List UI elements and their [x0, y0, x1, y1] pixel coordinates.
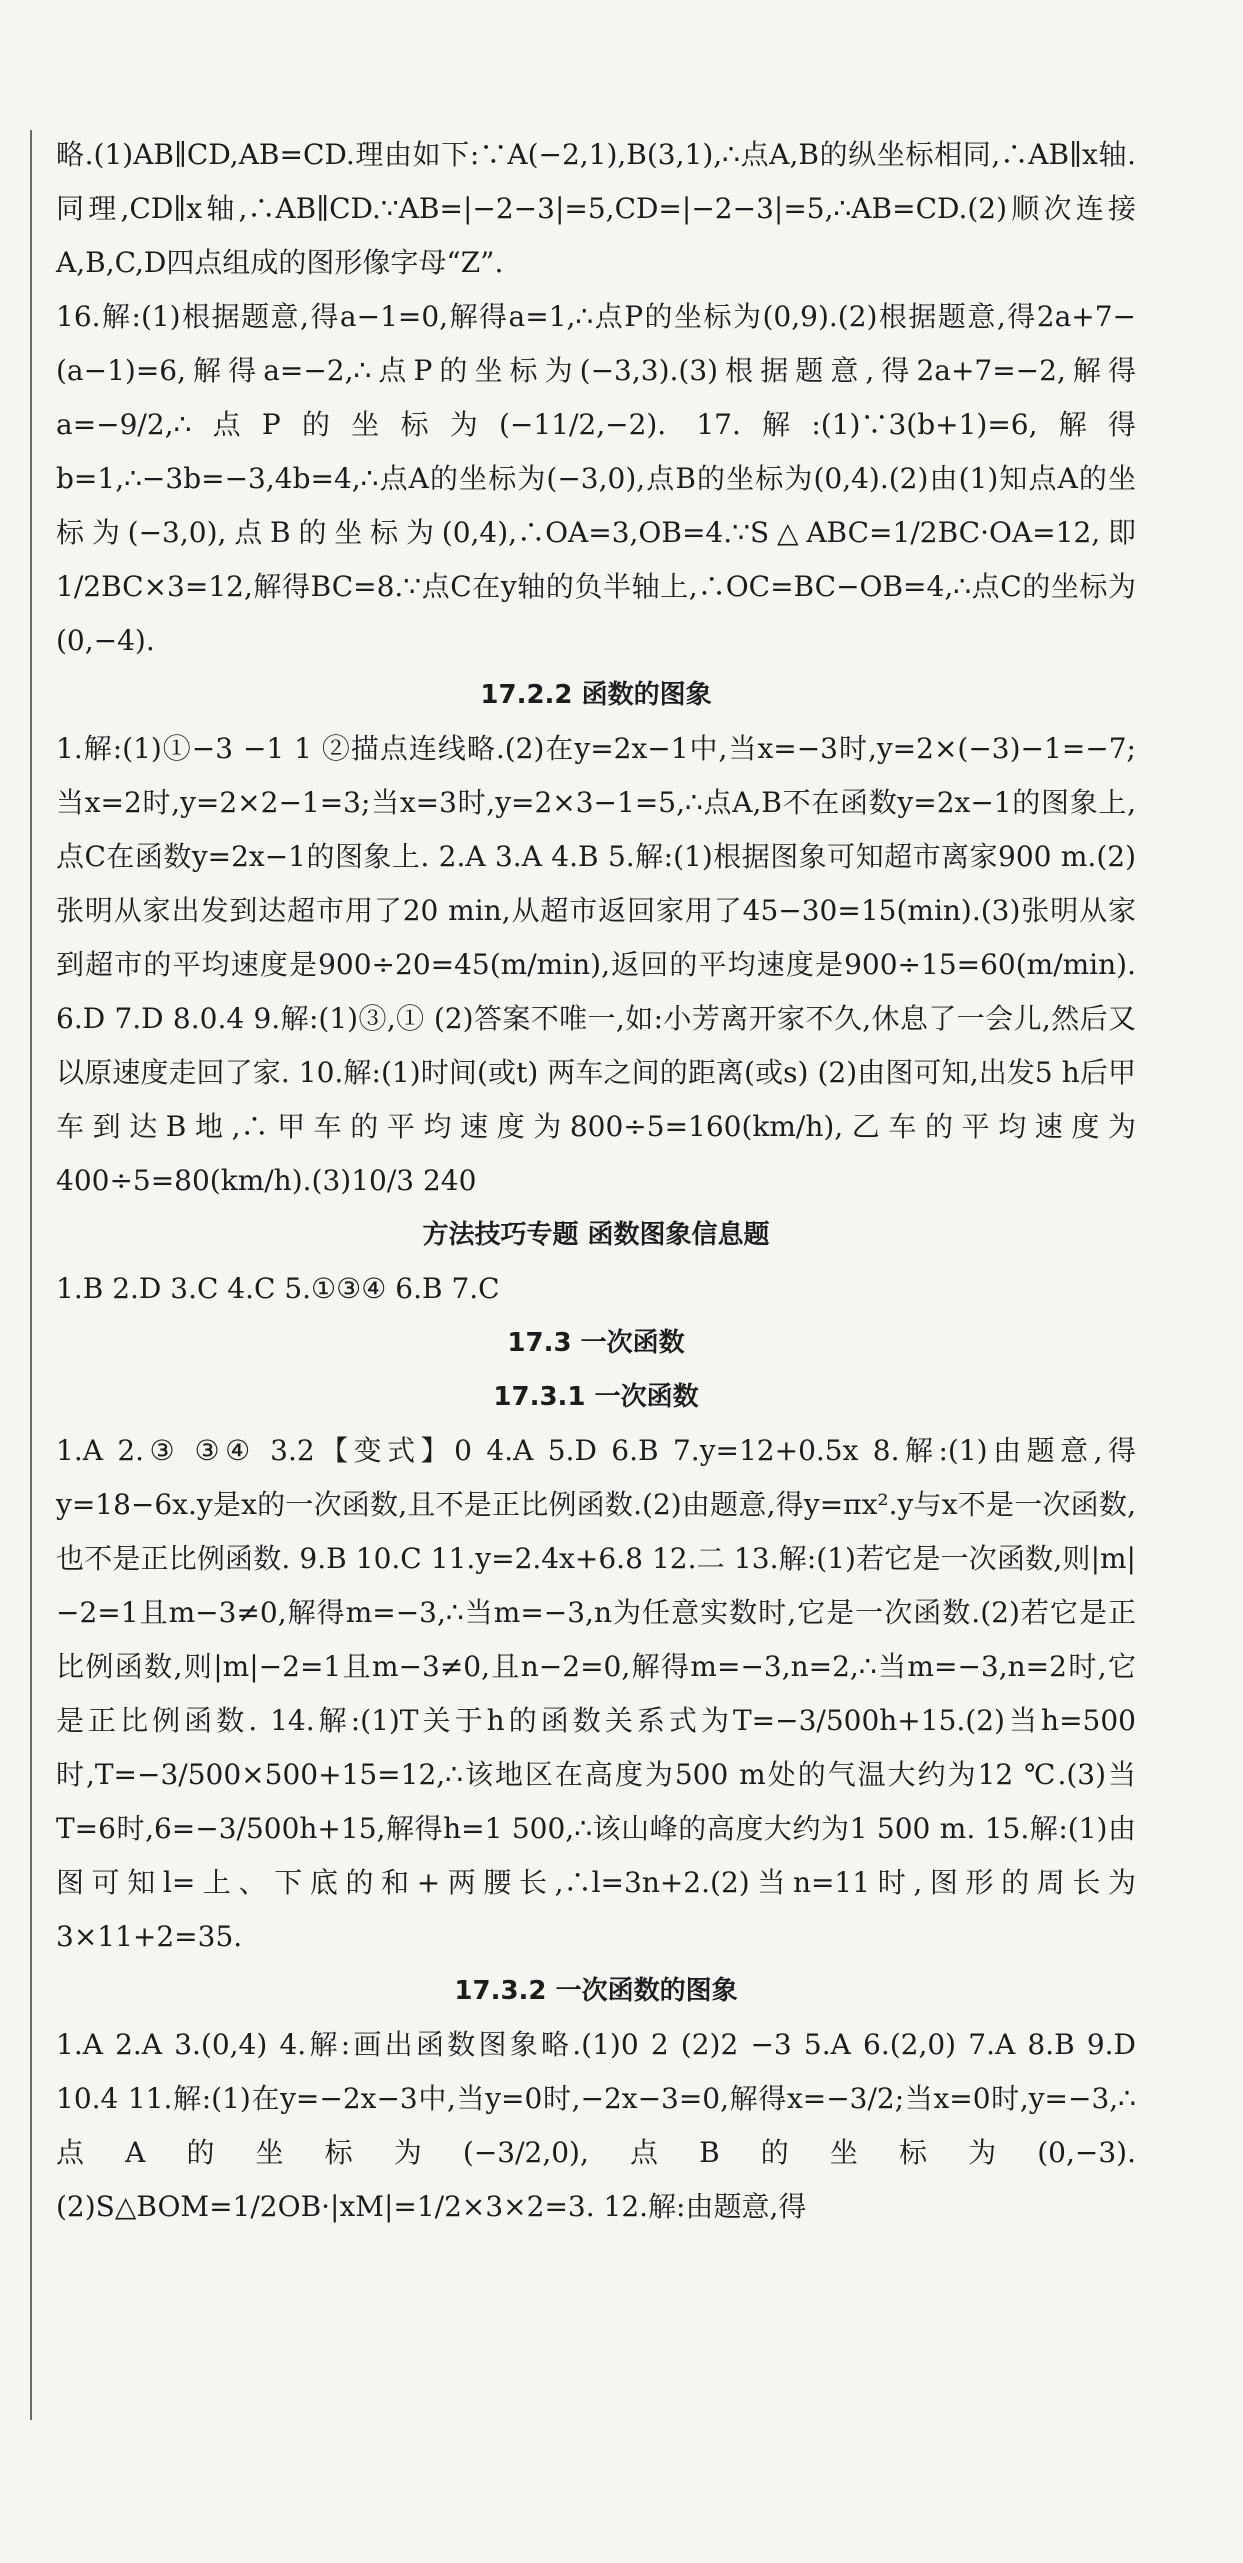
- section-heading: 17.2.2 函数的图象: [480, 680, 712, 710]
- answer-paragraph: 1.B 2.D 3.C 4.C 5.①③④ 6.B 7.C: [56, 1272, 500, 1305]
- section-heading: 17.3.2 一次函数的图象: [454, 1976, 738, 2006]
- margin-rule: [30, 130, 32, 2420]
- answer-paragraph: 1.A 2.A 3.(0,4) 4.解:画出函数图象略.(1)0 2 (2)2 −3 5.A 6.(2,0) 7.A 8.B 9.D 10.4 11.解:(1)在y=−2x−3中,当y=0时,−2x−3=0,解得x=−3/2;当x=0时,y=−3,∴点A的坐标为(−3/2,0),点B的坐标为(0,−3).(2)S△BOM=1/2OB·|xM|=1/2×3×2=3. 12.解:由题意,得: [56, 2028, 1136, 2223]
- answer-paragraph: 1.A 2.③ ③④ 3.2【变式】0 4.A 5.D 6.B 7.y=12+0.5x 8.解:(1)由题意,得y=18−6x.y是x的一次函数,且不是正比例函数.(2)由题意,得y=πx².y与x不是一次函数,也不是正比例函数. 9.B 10.C 11.y=2.4x+6.8 12.二 13.解:(1)若它是一次函数,则|m|−2=1且m−3≠0,解得m=−3,∴当m=−3,n为任意实数时,它是一次函数.(2)若它是正比例函数,则|m|−2=1且m−3≠0,且n−2=0,解得m=−3,n=2,∴当m=−3,n=2时,它是正比例函数. 14.解:(1)T关于h的函数关系式为T=−3/500h+15.(2)当h=500时,T=−3/500×500+15=12,∴该地区在高度为500 m处的气温大约为12 ℃.(3)当T=6时,6=−3/500h+15,解得h=1 500,∴该山峰的高度大约为1 500 m. 15.解:(1)由图可知l=上、下底的和+两腰长,∴l=3n+2.(2)当n=11时,图形的周长为3×11+2=35.: [56, 1434, 1136, 1953]
- section-heading: 17.3.1 一次函数: [493, 1382, 699, 1412]
- section-heading: 17.3 一次函数: [507, 1328, 685, 1358]
- answer-content: [56, 128, 1136, 2234]
- answer-paragraph: 略.(1)AB∥CD,AB=CD.理由如下:∵A(−2,1),B(3,1),∴点A,B的纵坐标相同,∴AB∥x轴.同理,CD∥x轴,∴AB∥CD.∵AB=|−2−3|=5,CD=|−2−3|=5,∴AB=CD.(2)顺次连接A,B,C,D四点组成的图形像字母“Z”.: [56, 138, 1136, 279]
- answer-paragraph: 1.解:(1)①−3 −1 1 ②描点连线略.(2)在y=2x−1中,当x=−3时,y=2×(−3)−1=−7;当x=2时,y=2×2−1=3;当x=3时,y=2×3−1=5,∴点A,B不在函数y=2x−1的图象上,点C在函数y=2x−1的图象上. 2.A 3.A 4.B 5.解:(1)根据图象可知超市离家900 m.(2)张明从家出发到达超市用了20 min,从超市返回家用了45−30=15(min).(3)张明从家到超市的平均速度是900÷20=45(m/min),返回的平均速度是900÷15=60(m/min). 6.D 7.D 8.0.4 9.解:(1)③,① (2)答案不唯一,如:小芳离开家不久,休息了一会儿,然后又以原速度走回了家. 10.解:(1)时间(或t) 两车之间的距离(或s) (2)由图可知,出发5 h后甲车到达B地,∴甲车的平均速度为800÷5=160(km/h),乙车的平均速度为400÷5=80(km/h).(3)10/3 240: [56, 732, 1136, 1197]
- answer-paragraph: 16.解:(1)根据题意,得a−1=0,解得a=1,∴点P的坐标为(0,9).(2)根据题意,得2a+7−(a−1)=6,解得a=−2,∴点P的坐标为(−3,3).(3)根据题意,得2a+7=−2,解得a=−9/2,∴点P的坐标为(−11/2,−2). 17.解:(1)∵3(b+1)=6,解得b=1,∴−3b=−3,4b=4,∴点A的坐标为(−3,0),点B的坐标为(0,4).(2)由(1)知点A的坐标为(−3,0),点B的坐标为(0,4),∴OA=3,OB=4.∵S△ABC=1/2BC·OA=12,即1/2BC×3=12,解得BC=8.∵点C在y轴的负半轴上,∴OC=BC−OB=4,∴点C的坐标为(0,−4).: [56, 300, 1136, 657]
- section-heading: 方法技巧专题 函数图象信息题: [422, 1220, 770, 1250]
